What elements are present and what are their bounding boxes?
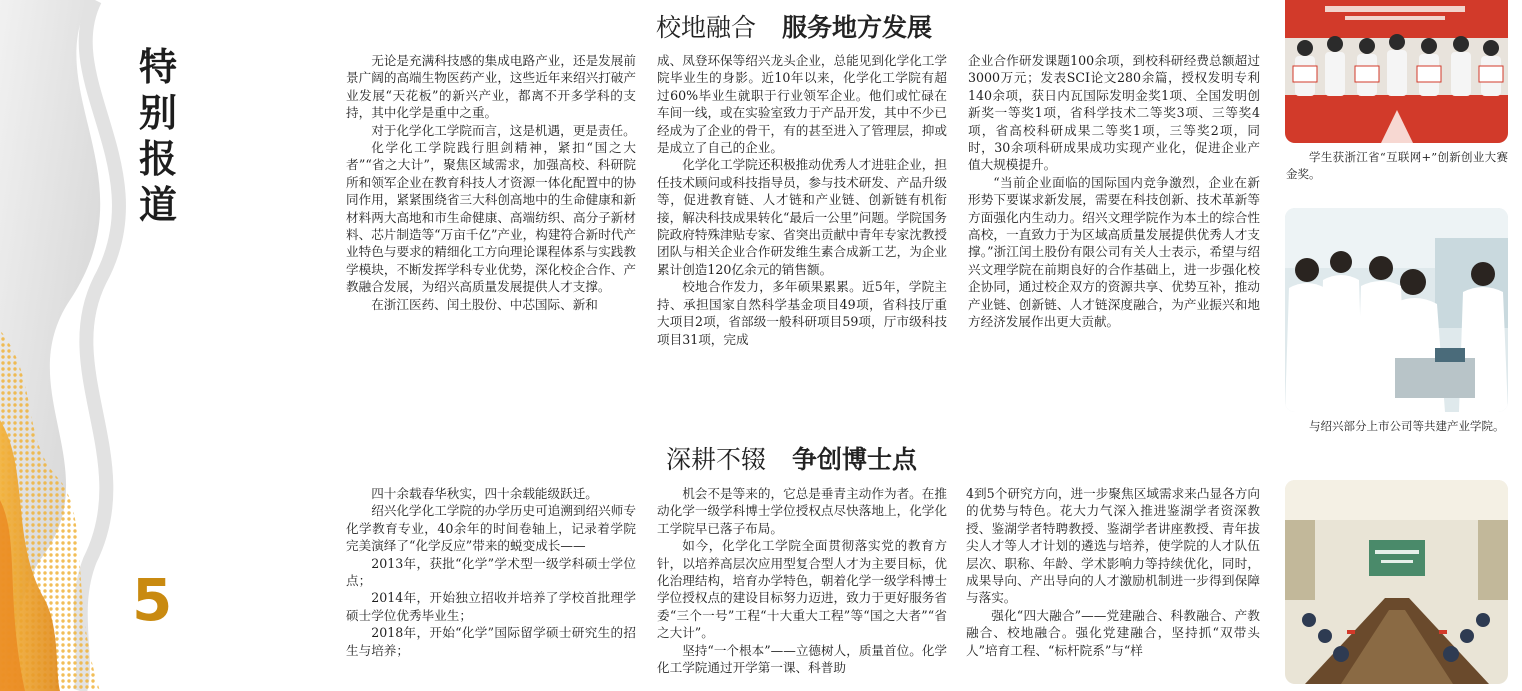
paragraph: 企业合作研发课题100余项，到校科研经费总额超过3000万元；发表SCI论文280余篇，授权发明专利140余项，获日内瓦国际发明金奖1项、全国发明创新奖一等奖1项，省科学技术二等奖3项、三等奖4项，省高校科研成果二等奖1项，三等奖2项，同时，30余项科研成果成功实现产业化，促进企业产值大规模提升。 <box>968 53 1260 173</box>
section2-column-3 <box>966 485 1260 691</box>
paragraph: 强化“四大融合”——党建融合、科教融合、产教融合、校地融合。强化党建融合，坚持抓“双带头人”培育工程、“标杆院系”与“样 <box>966 607 1260 658</box>
paragraph: 4到5个研究方向，进一步聚焦区域需求来凸显各方向的优势与特色。花大力气深入推进鉴湖学者资深教授、鉴湖学者特聘教授、鉴湖学者讲座教授、青年拔尖人才等人才计划的遴选与培养，使学院的人才队伍层次、职称、年龄、学术影响力等持续优化，同时，成果导向、产出导向的人才激励机制进一步得到保障与落实。 <box>966 486 1260 606</box>
section-label: 特别报道 <box>138 45 177 227</box>
section1-heading-light: 校地融合 <box>656 13 757 42</box>
paragraph: 2018年，开始“化学”国际留学硕士研究生的招生与培养； <box>346 625 636 658</box>
lab-photo-caption: 与绍兴部分上市公司等共建产业学院。 <box>1309 419 1505 433</box>
award-photo-caption: 学生获浙江省“互联网+”创新创业大赛金奖。 <box>1286 150 1508 181</box>
paragraph: 对于化学化工学院而言，这是机遇，更是责任。 <box>371 122 636 138</box>
paragraph: 坚持“一个根本”——立德树人，质量首位。化学化工学院通过开学第一课、科普助 <box>657 642 947 676</box>
paragraph: 2014年，开始独立招收并培养了学校首批理学硕士学位优秀毕业生； <box>346 590 636 623</box>
section1-heading-bold: 服务地方发展 <box>782 13 933 42</box>
decorative-band <box>0 0 230 691</box>
paragraph: 无论是充满科技感的集成电路产业，还是发展前景广阔的高端生物医药产业，这些近年来绍兴打破产业发展“天花板”的新兴产业，都离不开多学科的支持，其中化学是重中之重。 <box>346 53 636 121</box>
section1-column-1 <box>346 52 636 408</box>
page-number: 5 <box>132 566 173 634</box>
meeting-photo <box>1285 480 1508 684</box>
award-photo <box>1285 0 1508 143</box>
paragraph: 化学化工学院践行胆剑精神，紧扣“国之大者”“省之大计”，聚焦区域需求，加强高校、科研院所和领军企业在教育科技人才资源一体化配置中的协同作用，紧紧围绕省三大科创高地中的生命健康和新材料两大高地和市生命健康、高端纺织、高分子新材料、芯片制造等“万亩千亿”产业，构建符合新时代产业特色与要求的精细化工方向理论课程体系与实践教学模块，不断发挥学科专业优势，深化校企合作、产教融合发展，为绍兴高质量发展提供人才支撑。 <box>346 140 636 295</box>
section1-heading <box>656 8 932 44</box>
paragraph: 在浙江医药、闰土股份、中芯国际、新和 <box>371 296 598 312</box>
paragraph: “当前企业面临的国际国内竞争激烈，企业在新形势下要谋求新发展，需要在科技创新、技术革新等方面强化内生动力。绍兴文理学院作为本土的综合性高校，一直致力于为区域高质量发展提供优秀人才支撑。”浙江闰土股份有限公司有关人士表示，希望与绍兴文理学院在前期良好的合作基础上，进一步强化校企协同，通过校企双方的资源共享、优势互补，推动产业链、创新链、人才链深度融合，为产业振兴和地方经济发展作出更大贡献。 <box>968 174 1260 330</box>
section1-column-3 <box>968 52 1260 408</box>
section2-heading-bold: 争创博士点 <box>792 445 918 474</box>
paragraph: 如今，化学化工学院全面贯彻落实党的教育方针，以培养高层次应用型复合型人才为主要目标，优化治理结构，培育办学特色，朝着化学一级学科博士学位授权点的建设目标努力迈进，致力于更好服务省委“三个一号”工程“十大重大工程”等“国之大者”“省之大计”。 <box>657 538 947 641</box>
paragraph: 机会不是等来的，它总是垂青主动作为者。在推动化学一级学科博士学位授权点尽快落地上，化学化工学院早已落子布局。 <box>657 486 947 536</box>
lab-photo <box>1285 208 1508 412</box>
section2-column-1 <box>346 485 636 691</box>
paragraph: 成、凤登环保等绍兴龙头企业，总能见到化学化工学院毕业生的身影。近10年以来，化学化工学院有超过60%毕业生就职于行业领军企业。他们或忙碌在车间一线，或在实验室致力于产品开发，其中不少已经成为了企业的骨干，有的甚至进入了管理层，抑或是成立了自己的企业。 <box>657 53 947 156</box>
paragraph: 四十余载春华秋实，四十余载能级跃迁。 <box>371 486 598 501</box>
section1-column-2 <box>657 52 947 408</box>
section2-column-2 <box>657 485 947 691</box>
section2-heading-light: 深耕不辍 <box>666 445 767 474</box>
paragraph: 校地合作发力，多年硕果累累。近5年，学院主持、承担国家自然科学基金项目49项，省科技厅重大项目2项，省部级一般科研项目59项，厅市级科技项目31项，完成 <box>657 279 947 347</box>
paragraph: 绍兴化学化工学院的办学历史可追溯到绍兴师专化学教育专业，40余年的时间卷轴上，记录着学院完美演绎了“化学反应”带来的蜕变成长—— <box>346 503 636 554</box>
paragraph: 2013年，获批“化学”学术型一级学科硕士学位点； <box>346 555 636 589</box>
section2-heading <box>666 440 917 476</box>
paragraph: 化学化工学院还积极推动优秀人才进驻企业，担任技术顾问或科技指导员，参与技术研发、产品升级等，促进教育链、人才链和产业链、创新链有机衔接，解决科技成果转化“最后一公里”问题。学院国务院政府特殊津贴专家、省突出贡献中青年专家沈教授团队与相关企业合作研发维生素合成新工艺，为企业累计创造120亿余元的销售额。 <box>657 157 947 277</box>
